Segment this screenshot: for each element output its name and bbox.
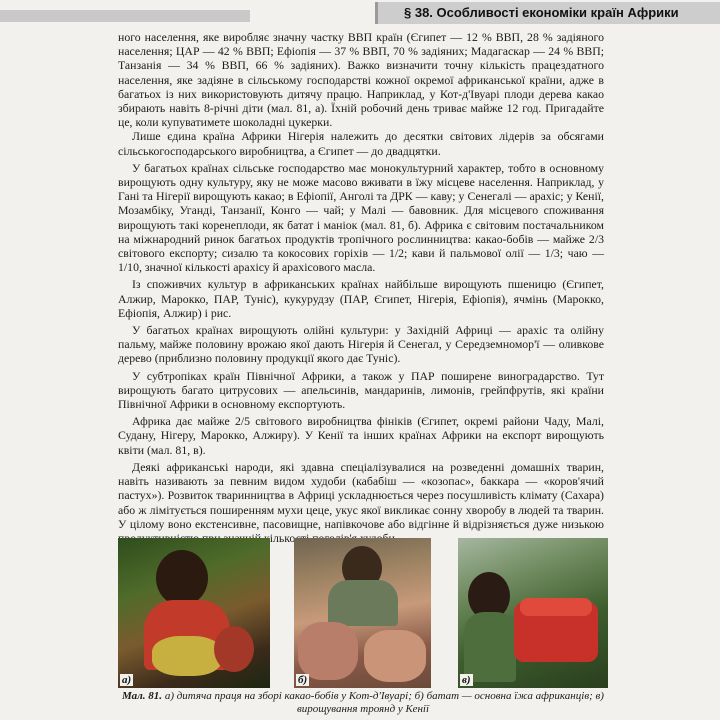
photo-label-b: б) bbox=[298, 674, 308, 686]
paragraph-8: Деякі африканські народи, які здавна спеціалізувалися на розведенні домашніх тварин, навіть називають за певним видом худоби (кабабіш — «козопас», баккара — «коров'ячий пастух»). Розвиток тваринництва в Африці ускладнюється через посушливість клімату (Сахара) або ж лімітується поширенням мухи цеце, укус якої викликає сонну хворобу в людей та тварин. У цілому воно екстенсивне, пасовищне, напівкочове або відгінне й відрізняється дуже низькою кількості bbox=[118, 459, 604, 545]
caption-text: а) дитяча праця на зборі какао-бобів у Кот-д'Івуарі; б) батат — основна їжа африканців; в) вирощування троянд у Кенії bbox=[162, 690, 604, 715]
photo-rose-farm bbox=[458, 538, 608, 688]
photo-cocoa-harvest bbox=[118, 538, 270, 688]
paragraph-3: У багатьох країнах сільське господарство має монокультурний характер, тобто в основному вирощують одну культуру, яку не може масово вживати в їжу місцеве населення. Наприклад, у Гані та Нігерії вирощують какао; в Ефіопії, Анголі та ДРК — каву; у Сенегалі — арахіс; у Кенії, Мозамбіку, Уганді, Танзанії, Конго — чай; у Малі — бавовник. Для місцевого споживання вирощують такі коренеплоди, як батат і маніок (мал. 81, б). Африка є світовим постачальником на міжнародний ринок багатьох продуктів тропічного рослинництва: какао-бобів — майже 2/3 світового експорту; сизалю та кокосових горіхів — 1/2; кави й пальмової олії — 1/3; чаю — 1/10, значної кількості арахісу й арахісового масла. bbox=[118, 160, 604, 275]
paragraph-7: Африка дає майже 2/5 світового виробництва фініків (Єгипет, окремі райони Чаду, Малі, Судану, Нігеру, Марокко, Алжиру). У Кенії та інших країнах Африки на експорт вирощують квіти (мал. 81, в). bbox=[118, 414, 604, 457]
body-text bbox=[118, 30, 604, 545]
figure-81 bbox=[118, 538, 608, 688]
paragraph-2: Лише єдина країна Африки Нігерія належить до десятки світових лідерів за обсягами сільськогосподарського виробництва, а Єгипет — до двадцятки. bbox=[118, 129, 604, 158]
section-header bbox=[375, 2, 720, 24]
paragraph-6: У субтропіках країн Північної Африки, а також у ПАР поширене виноградарство. Тут вирощують багато цитрусових — апельсинів, мандаринів, лимонів, грейпфрутів, які країни Північної Африки в основному експортують. bbox=[118, 368, 604, 412]
photo-label-c: в) bbox=[462, 674, 471, 686]
caption-label: Мал. 81. bbox=[122, 690, 163, 702]
header-rule bbox=[0, 10, 250, 22]
paragraph-4: Із споживчих культур в африканських країнах найбільше вирощують пшеницю (Єгипет, Алжир, Марокко, ПАР, Туніс), кукурудзу (ПАР, Єгипет, Нігерія, Ефіопія), ячмінь (Марокко, Ефіопія, Алжир) і рис. bbox=[118, 277, 604, 320]
paragraph-5: У багатьох країнах вирощують олійні культури: у Західній Африці — арахіс та олійну пальму, майже половину врожаю якої дають Нігерія й Сенегал, у Середземномор'ї — оливкове дерево (приблизно половину продукції якого дає Туніс). bbox=[118, 323, 604, 366]
photo-sweet-potato-market bbox=[294, 538, 431, 688]
figure-caption bbox=[118, 690, 608, 716]
paragraph-1: ного населення, яке виробляє значну частку ВВП країн (Єгипет — 12 % ВВП, 28 % задіяного населення; ЦАР — 42 % ВВП; Ефіопія — 37 % ВВП, 70 % задіяних; Мадагаскар — 24 % ВВП; Танзанія — 34 % ВВП, 66 % задіяних). Важко визначити точну кількість працездатного населення, яке задіяне в сільському господарстві кожної окремої африканської країни, адже в багатьох із них використовують дитячу працю. Наприклад, у Кот-д'Івуарі плоди дерева какао збирають навіть 8-річні діти (мал. 81, а). Їхній робочий день триває майже 12 год. Пригадайте це, коли купуватимете шоколадні цукерки. bbox=[118, 30, 604, 130]
photo-label-a: а) bbox=[122, 674, 132, 686]
section-title: § 38. Особливості економіки країн Африки bbox=[404, 5, 679, 20]
